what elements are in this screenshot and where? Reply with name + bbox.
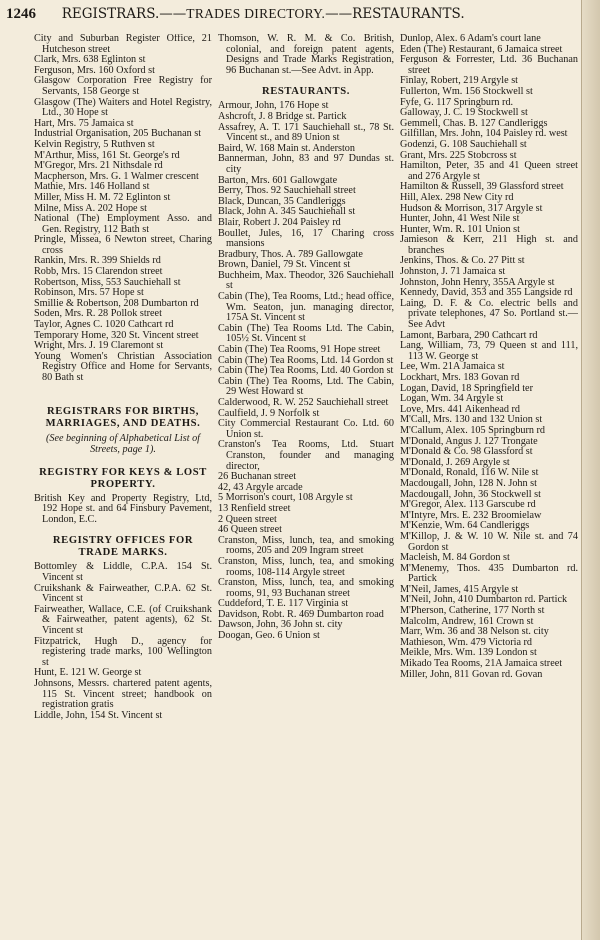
column-2 xyxy=(218,34,394,934)
entry-list xyxy=(34,494,212,526)
section-note: (See beginning of Alphabetical List of Streets, page 1). xyxy=(45,432,201,455)
directory-entry: National (The) Employment Asso. and Gen. Registry, 112 Bath st xyxy=(34,213,212,235)
directory-entry: Black, John A. 345 Sauchiehall st xyxy=(218,206,356,218)
directory-entry: Hill, Alex. 298 New City rd xyxy=(400,191,514,203)
directory-entry: Macdougall, John, 128 N. John st xyxy=(400,477,537,489)
directory-entry: Taylor, Agnes C. 1020 Cathcart rd xyxy=(34,319,174,331)
directory-entry: Temporary Home, 320 St. Vincent street xyxy=(34,329,199,341)
directory-entry: Soden, Mrs. R. 28 Pollok street xyxy=(34,308,162,320)
directory-entry: Glasgow Corporation Free Registry for Servants, 158 George st xyxy=(34,75,212,97)
directory-entry: Boullet, Jules, 16, 17 Charing cross mansions xyxy=(218,227,394,250)
directory-entry: M'Call, Mrs. 130 and 132 Union st xyxy=(400,414,543,426)
directory-entry: Baird, W. 168 Main st. Anderston xyxy=(218,142,355,154)
directory-entry: Cranston's Tea Rooms, Ltd. Stuart Cranston, founder and managing director, xyxy=(218,439,394,472)
directory-entry: Mikado Tea Rooms, 21A Jamaica street xyxy=(400,658,563,670)
directory-entry: Bottomley & Liddle, C.P.A. 154 St. Vincent st xyxy=(34,561,212,583)
directory-entry: Berry, Thos. 92 Sauchiehall street xyxy=(218,185,356,197)
directory-entry: M'Donald & Co. 98 Glassford st xyxy=(400,446,533,458)
directory-entry: Mathie, Mrs. 146 Holland st xyxy=(34,181,150,193)
directory-entry: Hudson & Morrison, 317 Argyle st xyxy=(400,202,543,214)
directory-entry: 13 Renfield street xyxy=(218,502,291,514)
directory-entry: Mathieson, Wm. 479 Victoria rd xyxy=(400,636,532,648)
section-heading-keys: REGISTRY FOR KEYS & LOST PROPERTY. xyxy=(39,466,207,490)
directory-entry: Malcolm, Andrew, 161 Crown st xyxy=(400,615,534,627)
directory-entry: Dunlop, Alex. 6 Adam's court lane xyxy=(400,34,541,44)
entry-list xyxy=(34,562,212,721)
directory-entry: Macpherson, Mrs. G. 1 Walmer crescent xyxy=(34,170,199,182)
directory-entry: Hunt, E. 121 W. George st xyxy=(34,667,142,679)
directory-entry: Pringle, Missea, 6 Newton street, Charing cross xyxy=(34,234,212,256)
directory-entry: 42, 43 Argyle arcade xyxy=(218,481,303,493)
directory-entry: Ferguson & Forrester, Ltd. 36 Buchanan street xyxy=(400,54,578,76)
directory-entry: M'Donald, J. 269 Argyle st xyxy=(400,456,510,468)
directory-entry: M'Gregor, Mrs. 21 Nithsdale rd xyxy=(34,160,163,172)
directory-entry: Lang, William, 73, 79 Queen st and 111, 113 W. George st xyxy=(400,340,578,362)
directory-entry: Cabin (The) Tea Rooms Ltd. The Cabin, 105½ St. Vincent st xyxy=(218,322,394,345)
directory-entry: M'Intyre, Mrs. E. 232 Broomielaw xyxy=(400,509,542,521)
directory-entry: Buchheim, Max. Theodor, 326 Sauchiehall st xyxy=(218,269,394,292)
directory-entry: Love, Mrs. 441 Aikenhead rd xyxy=(400,403,520,415)
directory-entry: M'Killop, J. & W. 10 W. Nile st. and 74 Gordon st xyxy=(400,530,578,553)
directory-entry: M'Arthur, Miss, 161 St. George's rd xyxy=(34,149,180,161)
directory-entry: Macdougall, John, 36 Stockwell st xyxy=(400,488,541,500)
directory-entry: Jamieson & Kerr, 211 High st. and branches xyxy=(400,234,578,256)
directory-entry: 46 Queen street xyxy=(218,524,282,536)
directory-entry: Hunter, John, 41 West Nile st xyxy=(400,213,520,225)
directory-entry: Johnsons, Messrs. chartered patent agents, 115 St. Vincent street; handbook on registration gratis xyxy=(34,677,212,711)
directory-entry: Kennedy, David, 353 and 355 Langside rd xyxy=(400,287,573,299)
directory-entry: Cranston, Miss, lunch, tea, and smoking rooms, 205 and 209 Ingram street xyxy=(218,534,394,557)
entry-list xyxy=(218,101,394,641)
directory-entry: Grant, Mrs. 225 Stobcross st xyxy=(400,149,517,161)
directory-entry: Young Women's Christian Association Registry Office and Home for Servants, 80 Bath st xyxy=(34,350,212,383)
directory-entry: Lockhart, Mrs. 183 Govan rd xyxy=(400,372,520,383)
directory-entry: Galloway, J. C. 19 Stockwell st xyxy=(400,107,528,119)
directory-entry: Dawson, John, 36 John st. city xyxy=(218,619,343,631)
directory-entry: M'Pherson, Catherine, 177 North st xyxy=(400,605,545,617)
entry-list xyxy=(400,34,578,680)
directory-entry: Gemmell, Chas. B. 127 Candleriggs xyxy=(400,117,548,129)
directory-entry: Caulfield, J. 9 Norfolk st xyxy=(218,407,320,419)
adjacent-page-edge xyxy=(581,0,600,940)
directory-entry: Robertson, Miss, 553 Sauchiehall st xyxy=(34,276,181,288)
directory-entry: Laing, D. F. & Co. electric bells and private telephones, 47 So. Portland st.—See Advt xyxy=(400,297,578,331)
directory-entry: Hamilton, Peter, 35 and 41 Queen street and 276 Argyle st xyxy=(400,160,578,182)
directory-entry: Hart, Mrs. 75 Jamaica st xyxy=(34,117,134,129)
section-heading-births: REGISTRARS FOR BIRTHS, MARRIAGES, AND DEATHS. xyxy=(45,405,201,429)
directory-entry: Ashcroft, J. 8 Bridge st. Partick xyxy=(218,110,347,122)
directory-entry: M'Donald, Ronald, 116 W. Nile st xyxy=(400,467,539,479)
directory-entry: 26 Buchanan street xyxy=(218,471,297,483)
directory-entry: Milne, Miss A. 202 Hope st xyxy=(34,202,147,214)
directory-entry: Fyfe, G. 117 Springburn rd. xyxy=(400,96,514,108)
directory-entry: Wright, Mrs. J. 19 Claremont st xyxy=(34,340,164,352)
directory-entry: Ferguson, Mrs. 160 Oxford st xyxy=(34,64,155,76)
header-center-title: TRADES DIRECTORY. xyxy=(186,6,326,21)
directory-entry: Bradbury, Thos. A. 789 Gallowgate xyxy=(218,248,363,260)
directory-entry: Bannerman, John, 83 and 97 Dundas st. city xyxy=(218,153,394,175)
page-header: 1246 REGISTRARS.——TRADES DIRECTORY.——RESTAURANTS. xyxy=(6,6,465,22)
directory-entry: M'Neil, James, 415 Argyle st xyxy=(400,583,519,595)
page-number: 1246 xyxy=(6,6,36,22)
directory-entry: British Key and Property Registry, Ltd, 192 Hope st. and 64 Finsbury Pavement, London, E.C. xyxy=(34,492,212,525)
directory-entry: Cabin (The) Tea Rooms, 91 Hope street xyxy=(218,344,381,356)
directory-entry: Macleish, M. 84 Gordon st xyxy=(400,552,510,564)
directory-entry: Barton, Mrs. 601 Gallowgate xyxy=(218,174,338,186)
directory-entry: Meikle, Mrs. Wm. 139 London st xyxy=(400,647,537,659)
directory-entry: M'Neil, John, 410 Dumbarton rd. Partick xyxy=(400,594,568,606)
directory-entry: Cranston, Miss, lunch, tea, and smoking rooms, 108-114 Argyle street xyxy=(218,555,394,578)
directory-entry: City and Suburban Register Office, 21 Hutcheson street xyxy=(34,34,212,55)
directory-entry: Cabin (The) Tea Rooms, Ltd. 40 Gordon st xyxy=(218,365,394,377)
directory-entry: Armour, John, 176 Hope st xyxy=(218,100,329,112)
directory-entry: Industrial Organisation, 205 Buchanan st xyxy=(34,128,202,140)
directory-entry: Blair, Robert J. 204 Paisley rd xyxy=(218,216,341,228)
directory-entry: Jenkins, Thos. & Co. 27 Pitt st xyxy=(400,255,525,267)
directory-entry: M'Kenzie, Wm. 64 Candleriggs xyxy=(400,520,530,532)
directory-entry: Black, Duncan, 35 Candleriggs xyxy=(218,195,346,207)
directory-entry: Gilfillan, Mrs. John, 104 Paisley rd. west xyxy=(400,128,568,140)
directory-entry: 5 Morrison's court, 108 Argyle st xyxy=(218,492,353,504)
section-heading-trade-marks: REGISTRY OFFICES FOR TRADE MARKS. xyxy=(52,535,194,559)
directory-entry: Fullerton, Wm. 156 Stockwell st xyxy=(400,85,533,97)
directory-entry: Thomson, W. R. M. & Co. British, colonial, and foreign patent agents, Designs and Trade Marks Registration, 96 Buchanan st.—See Advt. in App. xyxy=(218,34,394,76)
directory-entry: Godenzi, G. 108 Sauchiehall st xyxy=(400,138,527,150)
directory-entry: Marr, Wm. 36 and 38 Nelson st. city xyxy=(400,626,549,638)
directory-entry: Hunter, Wm. R. 101 Union st xyxy=(400,223,520,235)
entry-list xyxy=(218,34,394,76)
directory-entry: Cabin (The) Tea Rooms, Ltd. The Cabin, 29 West Howard st xyxy=(218,375,394,398)
directory-entry: Lamont, Barbara, 290 Cathcart rd xyxy=(400,329,538,341)
directory-entry: City Commercial Restaurant Co. Ltd. 60 Union st. xyxy=(218,418,394,440)
directory-entry: M'Donald, Angus J. 127 Trongate xyxy=(400,435,538,447)
column-3 xyxy=(400,34,578,934)
directory-entry: Assafrey, A. T. 171 Sauchiehall st., 78 St. Vincent st., and 89 Union st xyxy=(218,121,394,144)
directory-entry: Davidson, Robt. R. 469 Dumbarton road xyxy=(218,608,384,620)
directory-entry: Logan, Wm. 34 Argyle st xyxy=(400,393,504,405)
directory-entry: Johnston, John Henry, 355A Argyle st xyxy=(400,276,555,288)
directory-entry: Robinson, Mrs. 57 Hope st xyxy=(34,287,144,299)
directory-entry: Johnston, J. 71 Jamaica st xyxy=(400,266,506,278)
column-1 xyxy=(34,34,212,934)
directory-entry: Robb, Mrs. 15 Clarendon street xyxy=(34,266,163,278)
directory-entry: Doogan, Geo. 6 Union st xyxy=(218,630,320,642)
directory-entry: Glasgow (The) Waiters and Hotel Registry, Ltd., 30 Hope st xyxy=(34,96,212,119)
header-left-title: REGISTRARS. xyxy=(61,6,160,22)
directory-entry: Cabin (The) Tea Rooms, Ltd. 14 Gordon st xyxy=(218,354,394,366)
directory-entry: Cranston, Miss, lunch, tea, and smoking rooms, 91, 93 Buchanan street xyxy=(218,577,394,599)
directory-entry: Cuddeford, T. E. 117 Virginia st xyxy=(218,598,349,610)
directory-entry: Eden (The) Restaurant, 6 Jamaica street xyxy=(400,43,563,55)
directory-entry: Miller, Miss H. M. 72 Eglinton st xyxy=(34,191,171,203)
directory-entry: M'Callum, Alex. 105 Springburn rd xyxy=(400,424,546,436)
directory-entry: Clark, Mrs. 638 Eglinton st xyxy=(34,54,146,66)
directory-entry: Calderwood, R. W. 252 Sauchiehall street xyxy=(218,397,389,408)
directory-entry: 2 Queen street xyxy=(218,513,277,525)
directory-entry: Fairweather, Wallace, C.E. (of Cruikshank & Fairweather, patent agents), 62 St. Vincent st xyxy=(34,603,212,636)
directory-entry: Brown, Daniel, 79 St. Vincent st xyxy=(218,259,351,271)
directory-entry: Smillie & Robertson, 208 Dumbarton rd xyxy=(34,297,199,309)
directory-entry: Kelvin Registry, 5 Ruthven st xyxy=(34,138,155,150)
directory-entry: Fitzpatrick, Hugh D., agency for registering trade marks, 100 Wellington st xyxy=(34,635,212,668)
columns xyxy=(0,34,600,934)
directory-entry: Cabin (The), Tea Rooms, Ltd.; head office, Wm. Seaton, jun. managing director, 175A St. Vincent st xyxy=(218,291,394,324)
directory-entry: Cruikshank & Fairweather, C.P.A. 62 St. Vincent st xyxy=(34,582,212,605)
directory-entry: M'Menemy, Thos. 435 Dumbarton rd. Partick xyxy=(400,562,578,585)
directory-entry: Finlay, Robert, 219 Argyle st xyxy=(400,75,519,87)
directory-entry: Lee, Wm. 21A Jamaica st xyxy=(400,361,505,373)
directory-entry: Logan, David, 18 Springfield ter xyxy=(400,382,533,394)
directory-entry: M'Gregor, Alex. 113 Garscube rd xyxy=(400,499,536,511)
header-right-title: RESTAURANTS. xyxy=(352,6,465,22)
section-heading-restaurants: RESTAURANTS. xyxy=(262,86,350,98)
directory-entry: Hamilton & Russell, 39 Glassford street xyxy=(400,181,564,193)
directory-entry: Miller, John, 811 Govan rd. Govan xyxy=(400,668,543,680)
entry-list xyxy=(34,34,212,384)
directory-entry: Rankin, Mrs. R. 399 Shields rd xyxy=(34,255,161,267)
directory-entry: Liddle, John, 154 St. Vincent st xyxy=(34,709,163,721)
